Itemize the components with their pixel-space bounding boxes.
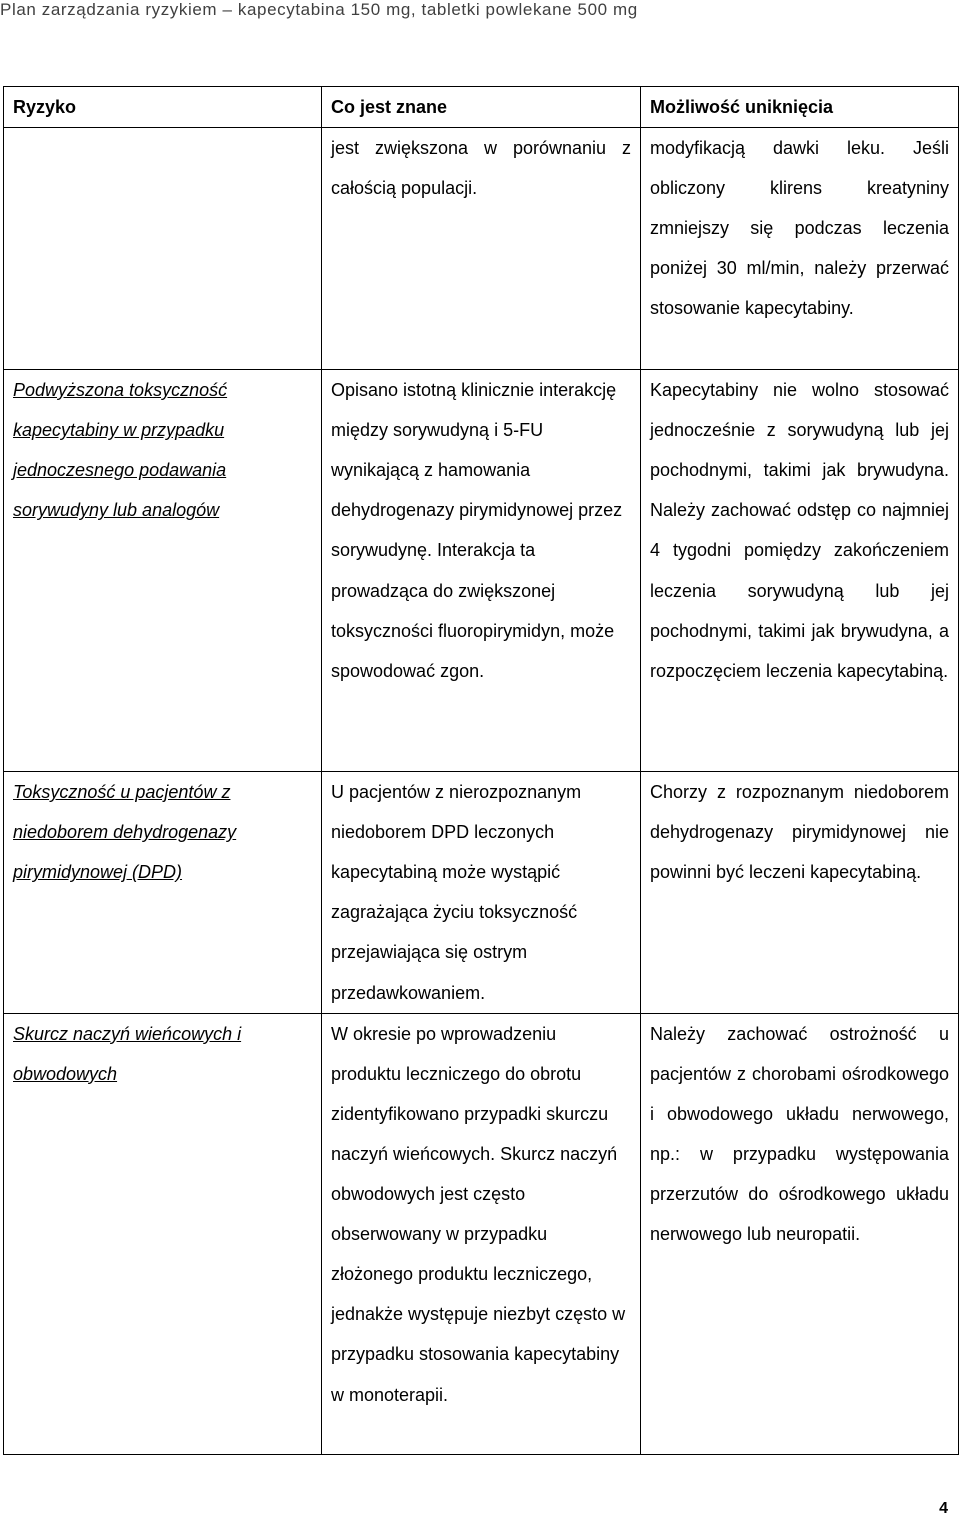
table-row (4, 128, 959, 370)
table-row (4, 772, 959, 1014)
avoid-cell: Należy zachować ostrożność u pacjentów z chorobami ośrodkowego i obwodowego układu nerwowego, np.: w przypadku występowania przerzutów do ośrodkowego układu nerwowego lub neuropatii. (641, 1013, 959, 1454)
known-cell: Opisano istotną klinicznie interakcję między sorywudyną i 5-FU wynikającą z hamowania dehydrogenazy pirymidynowej przez sorywudynę. Interakcja ta prowadząca do zwiększonej toksyczności fluoropirymidyn, może spowodować zgon. (322, 370, 641, 772)
known-cell: W okresie po wprowadzeniu produktu leczniczego do obrotu zidentyfikowano przypadki skurczu naczyń wieńcowych. Skurcz naczyń obwodowych jest często obserwowany w przypadku złożonego produktu leczniczego, jednakże występuje niezbyt często w przypadku stosowania kapecytabiny w monoterapii. (322, 1013, 641, 1454)
column-header-known: Co jest znane (322, 87, 641, 128)
avoid-cell: modyfikacją dawki leku. Jeśli obliczony klirens kreatyniny zmniejszy się podczas leczenia poniżej 30 ml/min, należy przerwać stosowanie kapecytabiny. (641, 128, 959, 370)
avoid-cell: Kapecytabiny nie wolno stosować jednocześnie z sorywudyną lub jej pochodnymi, takimi jak brywudyna. Należy zachować odstęp co najmniej 4 tygodni pomiędzy zakończeniem leczenia sorywudyną lub jej pochodnymi, takimi jak brywudyna, a rozpoczęciem leczenia kapecytabiną. (641, 370, 959, 772)
column-header-risk: Ryzyko (4, 87, 322, 128)
table-row (4, 370, 959, 772)
avoid-cell: Chorzy z rozpoznanym niedoborem dehydrogenazy pirymidynowej nie powinni być leczeni kapecytabiną. (641, 772, 959, 1014)
table-header-row (4, 87, 959, 128)
risk-cell (4, 128, 322, 370)
risk-cell: Podwyższona toksyczność kapecytabiny w przypadku jednoczesnego podawania sorywudyny lub analogów (4, 370, 322, 772)
risk-table (3, 86, 959, 1455)
risk-cell: Skurcz naczyń wieńcowych i obwodowych (4, 1013, 322, 1454)
page-number: 4 (939, 1500, 948, 1517)
known-cell: U pacjentów z nierozpoznanym niedoborem DPD leczonych kapecytabiną może wystąpić zagrażająca życiu toksyczność przejawiająca się ostrym przedawkowaniem. (322, 772, 641, 1014)
document-header-title: Plan zarządzania ryzykiem – kapecytabina 150 mg, tabletki powlekane 500 mg (0, 0, 638, 19)
column-header-avoid: Możliwość uniknięcia (641, 87, 959, 128)
table-row (4, 1013, 959, 1454)
risk-cell: Toksyczność u pacjentów z niedoborem dehydrogenazy pirymidynowej (DPD) (4, 772, 322, 1014)
known-cell: jest zwiększona w porównaniu z całością populacji. (322, 128, 641, 370)
